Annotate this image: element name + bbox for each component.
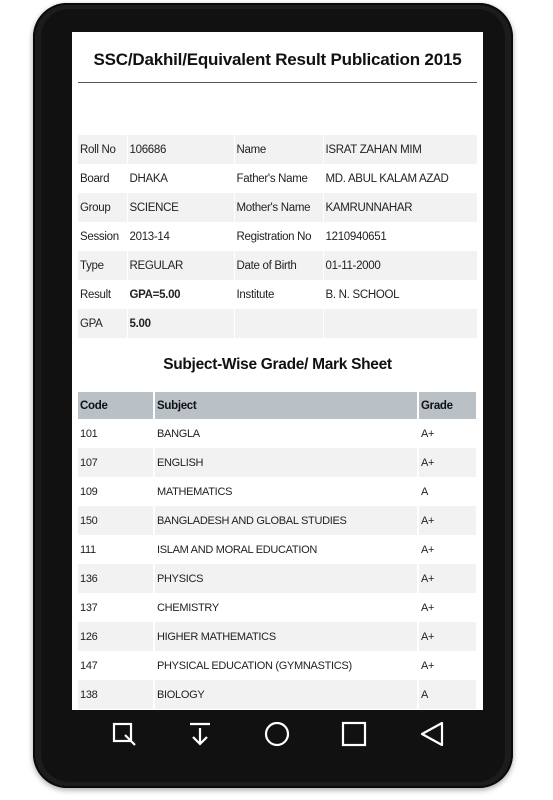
column-header-grade: Grade (418, 392, 477, 419)
marksheet-title: Subject-Wise Grade/ Mark Sheet (163, 356, 392, 373)
info-label: Registration No (234, 222, 323, 251)
subject-code: 111 (78, 535, 154, 564)
info-label: Session (78, 222, 127, 251)
subject-grade: A+ (418, 651, 477, 680)
subject-code: 109 (78, 477, 154, 506)
info-label (234, 309, 323, 338)
subject-code: 136 (78, 564, 154, 593)
subject-name: BIOLOGY (154, 680, 418, 709)
column-header-subject: Subject (154, 392, 418, 419)
subject-name: ISLAM AND MORAL EDUCATION (154, 535, 418, 564)
info-label: Board (78, 164, 127, 193)
screenshot-icon[interactable] (110, 720, 138, 748)
subject-code: 147 (78, 651, 154, 680)
info-label: Type (78, 251, 127, 280)
subject-grade: A+ (418, 506, 477, 535)
subject-grade: A (418, 680, 477, 709)
subject-code: 101 (78, 419, 154, 448)
subject-code: 126 (78, 622, 154, 651)
table-row (78, 506, 477, 535)
info-value: B. N. SCHOOL (323, 280, 477, 309)
info-value (323, 309, 477, 338)
info-row (78, 309, 477, 338)
marksheet-table (78, 392, 478, 709)
subject-grade: A+ (418, 419, 477, 448)
info-label: Result (78, 280, 127, 309)
info-label: Father's Name (234, 164, 323, 193)
info-label: GPA (78, 309, 127, 338)
student-info-table (78, 135, 478, 338)
subject-code: 138 (78, 680, 154, 709)
subject-grade: A+ (418, 593, 477, 622)
subject-name: BANGLA (154, 419, 418, 448)
subject-grade: A+ (418, 448, 477, 477)
subject-code: 137 (78, 593, 154, 622)
info-label: Name (234, 135, 323, 164)
info-value: MD. ABUL KALAM AZAD (323, 164, 477, 193)
info-value: 01-11-2000 (323, 251, 477, 280)
subject-name: MATHEMATICS (154, 477, 418, 506)
table-row (78, 448, 477, 477)
result-page (78, 32, 477, 709)
info-value: SCIENCE (127, 193, 234, 222)
subject-name: HIGHER MATHEMATICS (154, 622, 418, 651)
subject-code: 107 (78, 448, 154, 477)
info-value: KAMRUNNAHAR (323, 193, 477, 222)
info-value: REGULAR (127, 251, 234, 280)
table-row (78, 564, 477, 593)
subject-name: ENGLISH (154, 448, 418, 477)
info-label: Mother's Name (234, 193, 323, 222)
table-row (78, 419, 477, 448)
info-value: ISRAT ZAHAN MIM (323, 135, 477, 164)
info-value: 106686 (127, 135, 234, 164)
subject-name: PHYSICAL EDUCATION (GYMNASTICS) (154, 651, 418, 680)
info-label: Group (78, 193, 127, 222)
info-label: Institute (234, 280, 323, 309)
app-screen[interactable] (72, 32, 483, 710)
info-value: 2013-14 (127, 222, 234, 251)
info-label: Date of Birth (234, 251, 323, 280)
info-value: DHAKA (127, 164, 234, 193)
info-row (78, 222, 477, 251)
home-icon[interactable] (263, 720, 291, 748)
info-label: Roll No (78, 135, 127, 164)
table-row (78, 680, 477, 709)
table-row (78, 477, 477, 506)
subject-grade: A+ (418, 535, 477, 564)
column-header-code: Code (78, 392, 154, 419)
marksheet-header-row (78, 392, 477, 419)
subject-code: 150 (78, 506, 154, 535)
info-row (78, 280, 477, 309)
info-row (78, 251, 477, 280)
info-value: 1210940651 (323, 222, 477, 251)
table-row (78, 622, 477, 651)
download-icon[interactable] (186, 720, 214, 748)
subject-name: CHEMISTRY (154, 593, 418, 622)
table-row (78, 593, 477, 622)
recents-icon[interactable] (340, 720, 368, 748)
info-row (78, 193, 477, 222)
subject-grade: A (418, 477, 477, 506)
info-row (78, 164, 477, 193)
subject-grade: A+ (418, 564, 477, 593)
table-row (78, 535, 477, 564)
subject-grade: A+ (418, 622, 477, 651)
subject-name: PHYSICS (154, 564, 418, 593)
info-value: 5.00 (127, 309, 234, 338)
subject-name: BANGLADESH AND GLOBAL STUDIES (154, 506, 418, 535)
back-icon[interactable] (418, 720, 446, 748)
info-value: GPA=5.00 (127, 280, 234, 309)
android-nav-bar (72, 712, 483, 756)
table-row (78, 651, 477, 680)
info-row (78, 135, 477, 164)
page-title: SSC/Dakhil/Equivalent Result Publication 2015 (93, 50, 462, 69)
